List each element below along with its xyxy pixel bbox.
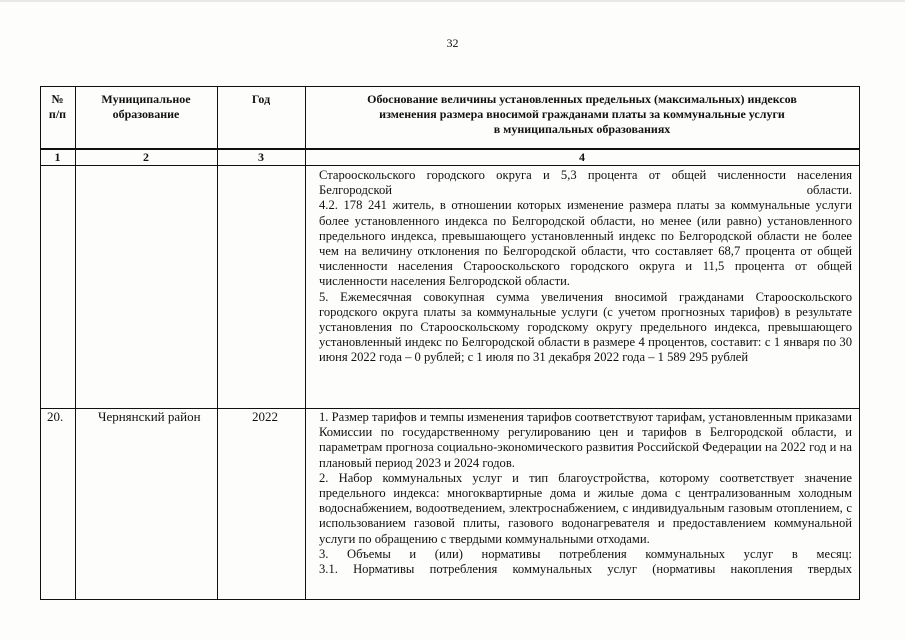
header-justification: Обоснование величины установленных предельных (максимальных) индексов изменения размера вносимой гражданами платы за коммунальные услуги в муниципальных образованиях xyxy=(367,92,797,136)
paragraph: 5. Ежемесячная совокупная сумма увеличения вносимой гражданами Старооскольского городского округа платы за коммунальные услуги (с учетом прогнозных тарифов) в результате установления по Старооскольскому городскому округу предельного индекса, превышающего установленный индекс по Белгородской области в размере 4 процентов, составит: с 1 января по 30 июня 2022 года – 0 рублей; с 1 июля по 31 декабря 2022 года – 1 589 295 рублей xyxy=(319,289,852,365)
paragraph: 1. Размер тарифов и темпы изменения тарифов соответствуют тарифам, установленным приказами Комиссии по государственному регулированию цен и тарифов в Белгородской области, и параметрам прогноза социально-экономического развития Российской Федерации на 2022 год и на плановый период 2023 и 2024 годов. xyxy=(319,410,852,470)
paragraph: 4.2. 178 241 житель, в отношении которых изменение размера платы за коммунальные услуги более установленного индекса по Белгородской области, но менее (или равно) установленного предельного индекса, превышающего установленный индекс по Белгородской области не более чем на величину отклонения по Белгородской области, что составляет 68,7 процента от общей численности населения Старооскольского городского округа и 11,5 процента от общей численности населения Белгородской области. xyxy=(319,198,852,289)
row-continuation-text xyxy=(319,168,852,366)
header-number: № п/п xyxy=(48,92,67,121)
paragraph: Старооскольского городского округа и 5,3 процента от общей численности населения Белгородской области. xyxy=(319,168,852,198)
paragraph: 2. Набор коммунальных услуг и тип благоустройства, которому соответствует значение предельного индекса: многоквартирные дома и жилые дома с централизованным холодным водоснабжением, водоотведением, электроснабжением, с индивидуальным газовым отоплением, с использованием газовой плиты, газового водонагревателя и предоставлением коммунальной услуги по обращению с твердыми коммунальными отходами. xyxy=(319,470,852,546)
table-bottom-edge xyxy=(40,599,860,600)
table-right-border xyxy=(859,86,860,600)
column-number-4: 4 xyxy=(579,150,585,164)
municipality-name: Чернянский район xyxy=(98,409,201,424)
column-number-2: 2 xyxy=(143,150,149,164)
page-number: 32 xyxy=(446,36,459,50)
row-number: 20. xyxy=(47,409,64,424)
table-top-border xyxy=(40,86,860,87)
column-number-1: 1 xyxy=(54,150,61,164)
paragraph: 3.1. Нормативы потребления коммунальных услуг (нормативы накопления твердых xyxy=(319,562,852,577)
year-value: 2022 xyxy=(252,409,278,424)
column-numbers-border xyxy=(40,165,860,166)
header-year: Год xyxy=(251,92,271,106)
row-justification-text xyxy=(319,410,852,577)
column-number-3: 3 xyxy=(258,150,264,164)
header-municipality: Муниципальное образование xyxy=(101,92,191,121)
scan-edge xyxy=(0,0,905,2)
paragraph: 3. Объемы и (или) нормативы потребления коммунальных услуг в месяц: xyxy=(319,546,852,561)
